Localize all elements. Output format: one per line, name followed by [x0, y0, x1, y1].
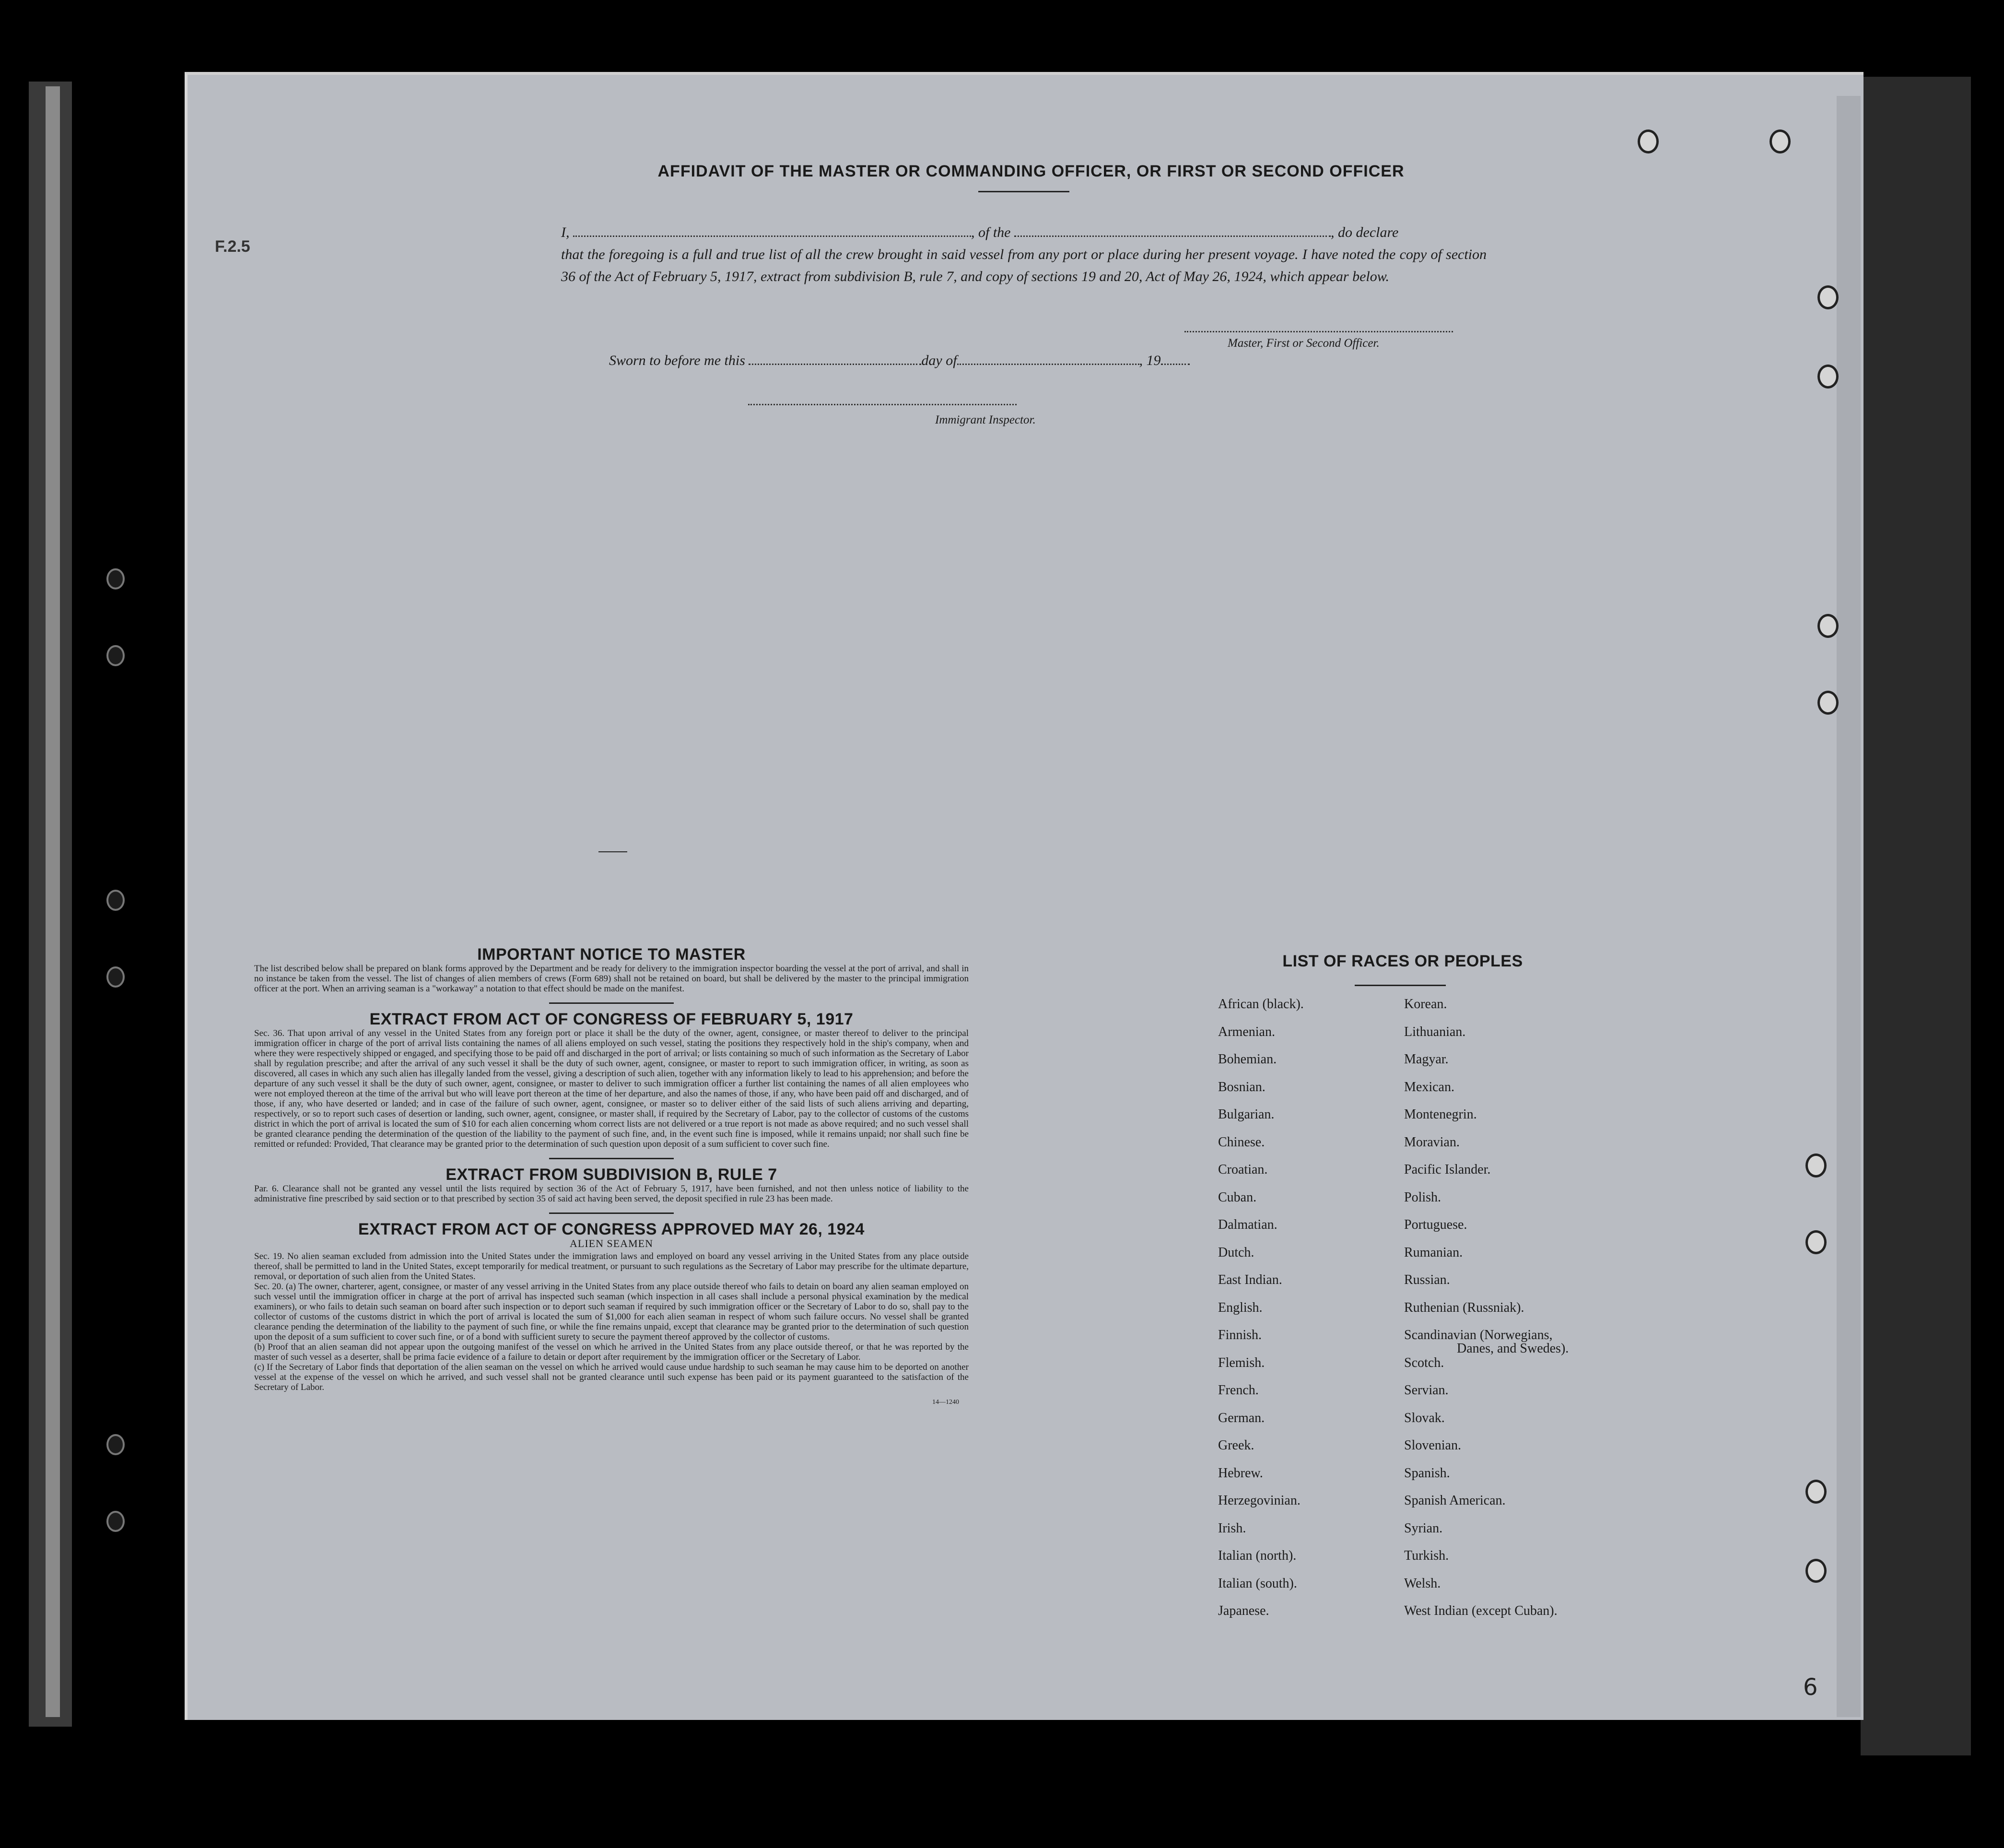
legal-text-column [254, 945, 969, 1407]
race-item: Korean. [1404, 997, 1447, 1012]
extract-1917-text: Sec. 36. That upon arrival of any vessel in the United States from any foreign port or place it shall be the duty of the owner, agent, consignee, or master thereof to deliver to the principal immigration officer in charge of the port of arrival lists containing the names of all aliens employed on such vessel, stating the positions they respectively hold in the ship's company, when and where they were respectively shipped or engaged, and specifying those to be paid off and discharged in the port of arrival; or lists containing so much of such information as the Secretary of Labor shall by regulation prescribe; and after the arrival of any such vessel it shall be the duty of such owner, agent, consignee, or master to report to such immigration officer, in writing, as soon as discovered, all cases in which any such alien has illegally landed from the vessel, giving a description of such alien, together with any information likely to lead to his apprehension; and before the departure of any such vessel it shall be the duty of such owner, agent, consignee, or master to deliver to such immigration officer a further list containing the names of all alien employees who were not employed thereon at the time of the arrival but who will leave port thereon at the time of her departure, and also the names of those, if any, who have been paid off and discharged, and of those, if any, who have deserted or landed; and in case of the failure of such owner, agent, consignee, or master so to deliver either of the said lists of such aliens arriving and departing, respectively, or so to report such cases of desertion or landing, such owner, agent, consignee, or master shall, if required by the Secretary of Labor, pay to the collector of customs of the customs district in which the port of arrival is located the sum of $10 for each alien concerning whom correct lists are not delivered or a true report is not made as above required; and no such vessel shall be granted clearance pending the determination of the question of the liability to the payment of such fine, and, in the event such fine is imposed, while it remains unpaid; nor shall such fine be remitted or refunded: Provided, That clearance may be granted prior to the determination of such question upon deposit of a sum sufficient to cover such fine. [254, 1028, 969, 1149]
sec20b-text: (b) Proof that an alien seaman did not appear upon the outgoing manifest of the vessel on which he arrived in the United States from any place outside thereof, or that he was reported by the master of such vessel as a deserter, shall be prima facie evidence of a failure to detain or deport after requirement by the immigration officer or the Secretary of Labor. [254, 1342, 969, 1362]
section-divider [549, 1158, 674, 1159]
race-item: Spanish American. [1404, 1493, 1506, 1508]
race-item: Flemish. [1218, 1355, 1265, 1370]
race-item: Italian (south). [1218, 1576, 1297, 1591]
race-item: Pacific Islander. [1404, 1162, 1491, 1177]
race-item-multiline [1404, 1329, 1569, 1356]
race-item: Portuguese. [1404, 1217, 1467, 1232]
punch-hole [1817, 614, 1839, 638]
year-label: , 19 [1139, 353, 1161, 368]
affidavit-title: AFFIDAVIT OF THE MASTER OR COMMANDING OFFICER, OR FIRST OR SECOND OFFICER [657, 162, 1405, 180]
punch-hole [1817, 285, 1839, 309]
punch-hole [1817, 691, 1839, 715]
punch-hole [1805, 1154, 1827, 1177]
punch-hole [1805, 1480, 1827, 1504]
race-item: German. [1218, 1410, 1265, 1425]
race-item: Hebrew. [1218, 1465, 1263, 1481]
race-item: Rumanian. [1404, 1245, 1463, 1260]
race-item: Slovenian. [1404, 1438, 1461, 1453]
race-item: Bohemian. [1218, 1052, 1277, 1067]
notice-text: The list described below shall be prepared on blank forms approved by the Department and be ready for delivery to the immigration inspector boarding the vessel at the port of arrival, and shall in no instance be taken from the vessel. The list of changes of alien members of crews (Form 689) shall not be retained on board, but shall be delivered by the master to the principal immigration officer at the port. When an arriving seaman is a "workaway" a notation to that effect should be made on the manifest. [254, 964, 969, 994]
name-blank[interactable] [573, 225, 971, 237]
notice-title: IMPORTANT NOTICE TO MASTER [477, 945, 746, 964]
race-item: Lithuanian. [1404, 1024, 1466, 1039]
race-item: Moravian. [1404, 1134, 1460, 1150]
races-column-1 [1218, 998, 1304, 1632]
race-item: Irish. [1218, 1520, 1246, 1536]
race-item: Montenegrin. [1404, 1107, 1477, 1122]
affidavit-declare-label: , do declare [1331, 224, 1399, 240]
race-item: West Indian (except Cuban). [1404, 1603, 1558, 1618]
stray-mark [598, 851, 627, 852]
race-item: Mexican. [1404, 1079, 1454, 1095]
alien-seamen-subtitle: ALIEN SEAMEN [570, 1237, 653, 1249]
races-column-2 [1404, 998, 1569, 1632]
race-item: Scotch. [1404, 1355, 1444, 1370]
master-signature-line[interactable] [1184, 331, 1453, 332]
race-item: Chinese. [1218, 1134, 1265, 1150]
underlying-sheet [1837, 96, 1861, 1717]
affidavit-body: that the foregoing is a full and true list of all the crew brought in said vessel from any port or place during her present voyage. I have noted the copy of section 36 of the Act of February 5, 1917, extract from subdivision B, rule 7, and copy of sections 19 and 20, Act of May 26, 1924, which appear below. [561, 247, 1487, 284]
race-item: Magyar. [1404, 1052, 1449, 1067]
race-item: English. [1218, 1300, 1263, 1315]
punch-hole [1638, 129, 1659, 153]
inspector-signature-label: Immigrant Inspector. [935, 413, 1036, 426]
race-item: African (black). [1218, 997, 1304, 1012]
scan-edge-right [1861, 77, 1971, 1755]
race-item: Polish. [1404, 1189, 1441, 1205]
race-item: Armenian. [1218, 1024, 1275, 1039]
race-item: Finnish. [1218, 1328, 1262, 1342]
section-divider [549, 1212, 674, 1214]
day-of-label: day of [921, 353, 957, 368]
races-title-rule [1355, 985, 1446, 986]
scan-edge-strip [46, 86, 60, 1717]
race-item: Dutch. [1218, 1245, 1254, 1260]
race-item: Herzegovinian. [1218, 1493, 1301, 1508]
binder-ring [106, 1434, 125, 1455]
affidavit-first-line [561, 222, 1487, 244]
vessel-blank[interactable] [1014, 225, 1331, 237]
race-item: Dalmatian. [1218, 1217, 1277, 1232]
binder-ring [106, 1511, 125, 1532]
affidavit-text [561, 222, 1487, 288]
document-page [185, 72, 1863, 1720]
race-item-continued: Danes, and Swedes). [1457, 1341, 1569, 1356]
race-item: Bulgarian. [1218, 1107, 1275, 1122]
master-signature-label: Master, First or Second Officer. [1228, 337, 1380, 350]
punch-hole [1805, 1559, 1827, 1583]
sworn-label: Sworn to before me this [609, 353, 745, 368]
race-item: Cuban. [1218, 1189, 1257, 1205]
race-item: Japanese. [1218, 1603, 1269, 1618]
punch-hole [1805, 1230, 1827, 1254]
sworn-year-blank[interactable] [1161, 353, 1190, 365]
sec20a-text: Sec. 20. (a) The owner, charterer, agent, consignee, or master of any vessel arriving in the United States from any place outside thereof who fails to detain on board any alien seaman employed on such vessel until the immigration officer in charge at the port of arrival has inspected such seaman (which inspection in all cases shall include a personal physical examination by the medical examiners), or who fails to detain such seaman on board after such inspection or to deport such seaman if required by such immigration officer or the Secretary of Labor to do so, shall pay to the collector of customs of the customs district in which the port of arrival is located the sum of $1,000 for each alien seaman in respect of whom such failure occurs. No vessel shall be granted clearance pending the determination of the liability to the payment of such fine, or while the fine remains unpaid, except that clearance may be granted prior to the determination of such question upon the deposit of a sum sufficient to cover such fine, or of a bond with sufficient surety to secure the payment thereof approved by the collector of customs. [254, 1282, 969, 1342]
margin-annotation: F.2.5 [215, 237, 250, 256]
race-item: Syrian. [1404, 1520, 1443, 1536]
form-number: 14—1240 [932, 1399, 959, 1406]
race-item: Bosnian. [1218, 1079, 1266, 1095]
race-item: Ruthenian (Russniak). [1404, 1300, 1524, 1315]
binder-ring [106, 645, 125, 666]
sworn-line [609, 353, 1190, 369]
title-rule [978, 191, 1069, 192]
section-divider [549, 1002, 674, 1004]
race-item: Scandinavian (Norwegians, [1404, 1328, 1553, 1342]
corner-annotation: 6 [1803, 1674, 1818, 1701]
extract-1917-title: EXTRACT FROM ACT OF CONGRESS OF FEBRUARY 5, 1917 [369, 1010, 854, 1028]
race-item: Croatian. [1218, 1162, 1268, 1177]
race-item: Russian. [1404, 1272, 1450, 1287]
race-item: East Indian. [1218, 1272, 1282, 1287]
race-item: Spanish. [1404, 1465, 1450, 1481]
punch-hole [1770, 129, 1791, 153]
race-item: Welsh. [1404, 1576, 1441, 1591]
race-item: Servian. [1404, 1383, 1449, 1398]
race-item: Greek. [1218, 1438, 1254, 1453]
binder-ring [106, 890, 125, 911]
inspector-signature-line[interactable] [748, 404, 1017, 405]
sec19-text: Sec. 19. No alien seaman excluded from admission into the United States under the immigration laws and employed on board any vessel arriving in the United States from any place outside thereof, shall be permitted to land in the United States, except temporarily for medical treatment, or pursuant to such regulations as the Secretary of Labor may prescribe for the ultimate departure, removal, or deportation of such alien from the United States. [254, 1251, 969, 1282]
sworn-month-blank[interactable] [957, 353, 1139, 365]
race-item: Italian (north). [1218, 1548, 1297, 1563]
binder-ring [106, 568, 125, 589]
affidavit-of-the-label: , of the [971, 224, 1011, 240]
sec20c-text: (c) If the Secretary of Labor finds that deportation of the alien seaman on the vessel on which he arrived would cause undue hardship to such seaman he may cause him to be deported on another vessel at the expense of the vessel on which he arrived, and such vessel shall not be granted clearance until such expense has been paid or its payment guaranteed to the satisfaction of the Secretary of Labor. [254, 1362, 969, 1392]
race-item: Slovak. [1404, 1410, 1445, 1425]
binder-ring [106, 966, 125, 988]
extract-rule7-title: EXTRACT FROM SUBDIVISION B, RULE 7 [445, 1165, 777, 1184]
race-item: French. [1218, 1383, 1259, 1398]
sworn-day-blank[interactable] [749, 353, 921, 365]
extract-1924-title: EXTRACT FROM ACT OF CONGRESS APPROVED MAY 26, 1924 [358, 1220, 865, 1238]
races-title: LIST OF RACES OR PEOPLES [1282, 952, 1523, 970]
affidavit-i-label: I, [561, 224, 570, 240]
punch-hole [1817, 365, 1839, 388]
race-item: Turkish. [1404, 1548, 1449, 1563]
extract-rule7-text: Par. 6. Clearance shall not be granted any vessel until the lists required by section 36 of the Act of February 5, 1917, have been furnished, and not then unless notice of liability to the administrative fine prescribed by said section or to that prescribed by section 35 of said act having been served, the deposit specified in rule 23 has been made. [254, 1184, 969, 1204]
